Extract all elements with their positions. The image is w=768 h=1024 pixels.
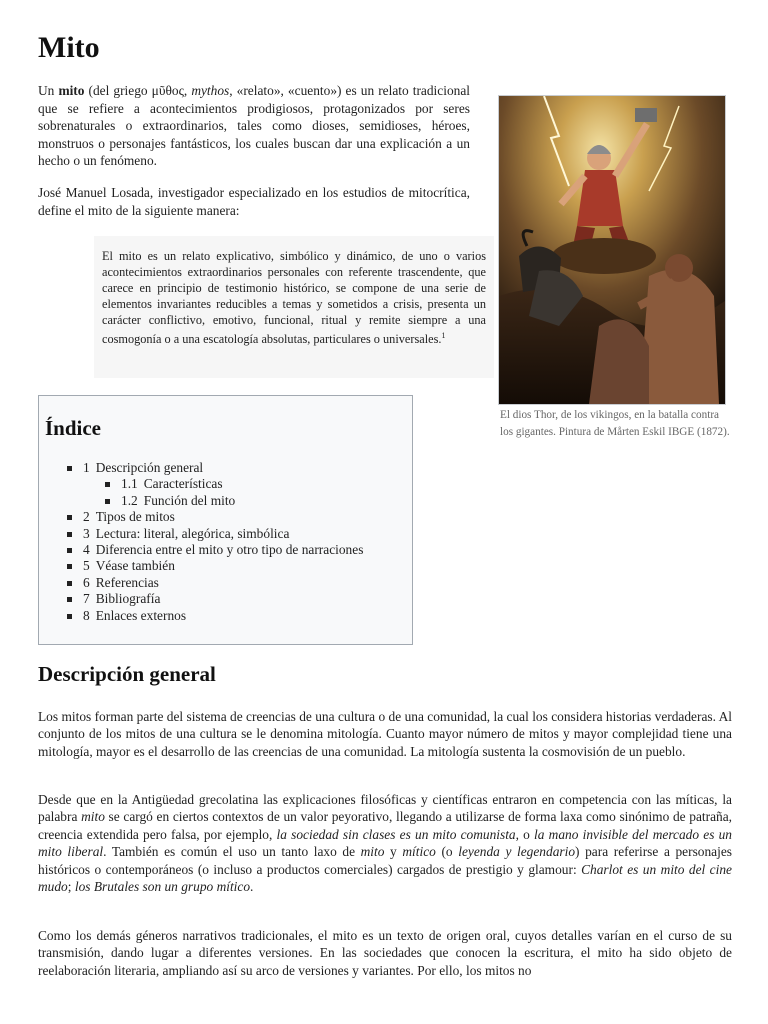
toc-label: Tipos de mitos — [95, 509, 175, 525]
thor-painting[interactable] — [498, 95, 726, 405]
para-text: (o — [435, 844, 459, 860]
toc-item-5[interactable] — [67, 558, 363, 574]
toc-label: Lectura: literal, alegórica, simbólica — [95, 525, 290, 541]
term-mythos: mythos — [191, 83, 230, 98]
intro-text: Un — [38, 83, 59, 98]
para-italic: los Brutales son un grupo mítico — [74, 879, 251, 895]
reference-link[interactable]: 1 — [441, 331, 446, 341]
toc-label: Véase también — [95, 558, 175, 574]
para-text: . — [250, 879, 254, 895]
toc-label: Características — [143, 476, 223, 492]
section-paragraph-3: Como los demás géneros narrativos tradicionales, el mito es un texto de origen oral, cuyos detalles varían en el curso de su transmisión, dando lugar a diferentes versiones. En las sociedades que conocen la escritura, el mito ha sido objeto de reelaboración literaria, ampliando así su arco de versiones y variantes. Por ello, los mitos no — [38, 928, 732, 978]
losada-paragraph: José Manuel Losada, investigador especializado en los estudios de mitocrítica, define el mito de la siguiente manera: — [38, 185, 470, 218]
para-text: ; — [67, 879, 75, 895]
toc-item-1-1[interactable] — [105, 476, 363, 492]
para-italic: mito — [360, 844, 385, 860]
toc-number: 1.2 — [121, 492, 138, 508]
toc-title: Índice — [45, 416, 102, 440]
blockquote — [94, 236, 494, 378]
toc-number: 1 — [83, 460, 90, 475]
para-italic: mítico — [402, 844, 436, 860]
quote-body: El mito es un relato explicativo, simbólico y dinámico, de uno o varios acontecimientos extraordinarios personales con referente trascendente, que carece en principio de testimonio histórico, se compone de una serie de elementos invariantes reducibles a temas y sometidos a crisis, presenta un carácter conflictivo, emotivo, funcional, ritual y remite siempre a una cosmogonía o a una escatología absolutas, particulares o universales. — [102, 249, 486, 347]
intro-paragraph — [38, 82, 470, 170]
term-mito: mito — [58, 83, 85, 98]
toc-item-4[interactable] — [67, 542, 363, 558]
toc-number: 3 — [83, 525, 90, 541]
para-text: y — [384, 844, 403, 860]
toc-number: 7 — [83, 591, 90, 607]
toc-item-3[interactable] — [67, 526, 363, 542]
page-title: Mito — [38, 31, 100, 64]
intro-text: , «relato», «cuento») es un relato tradicional que se refiere a acontecimientos prodigiosos, protagonizados por seres sobrenaturales o extraordinarios, tales como dioses, semidioses, héroes, monstruos o personajes fantásticos, los cuales buscan dar una explicación a un hecho o un fenómeno. — [38, 83, 471, 169]
toc-number: 6 — [83, 574, 90, 590]
para-text: . También es común el uso un tanto laxo de — [103, 844, 361, 860]
toc-number: 2 — [83, 509, 90, 525]
toc-item-8[interactable] — [67, 608, 363, 624]
para-italic: la mano invisible del mercado es un mito liberal — [38, 826, 732, 860]
toc-item-7[interactable] — [67, 591, 363, 607]
toc-label: Enlaces externos — [95, 607, 187, 623]
para-text: se cargó en ciertos contextos de un valor peyorativo, llegando a utilizarse de forma laxa como sinónimo de patraña, creencia extendida pero falsa, por ejemplo, — [38, 809, 733, 842]
para-italic: la sociedad sin clases es un mito comunista — [276, 826, 516, 842]
toc-item-1-2[interactable] — [105, 493, 363, 509]
table-of-contents — [38, 395, 413, 645]
toc-label: Diferencia entre el mito y otro tipo de narraciones — [95, 542, 364, 558]
section-heading: Descripción general — [38, 662, 216, 686]
toc-label: Función del mito — [143, 492, 236, 508]
toc-number: 4 — [83, 542, 90, 558]
toc-number: 8 — [83, 607, 90, 623]
toc-label: Bibliografía — [95, 591, 161, 607]
para-italic: leyenda y legendario — [458, 844, 576, 860]
para-text: ) para referirse a personajes históricos o contemporáneos (o incluso a productos comerciales) cargados de prestigio y glamour: — [38, 844, 733, 877]
intro-text: (del griego μῦθος, — [84, 83, 192, 98]
para-italic: mito — [81, 809, 105, 825]
para-text: Desde que en la Antigüedad grecolatina las explicaciones filosóficas y científicas entraron en competencia con las míticas, la palabra — [38, 792, 732, 825]
para-italic: Charlot es un mito del cine mudo — [38, 861, 732, 895]
toc-label: Referencias — [95, 574, 159, 590]
section-paragraph-2 — [38, 791, 732, 895]
figure-caption: El dios Thor, de los vikingos, en la batalla contra los gigantes. Pintura de Mårten Eskil IBGE (1872). — [500, 409, 730, 438]
painting-image — [499, 96, 725, 404]
toc-item-1[interactable] — [67, 460, 363, 476]
quote-text — [102, 248, 486, 348]
toc-item-2[interactable] — [67, 509, 363, 525]
toc-number: 1.1 — [121, 476, 138, 492]
toc-label: Descripción general — [95, 460, 204, 475]
section-paragraph-1: Los mitos forman parte del sistema de creencias de una cultura o de una comunidad, la cual los considera historias verdaderas. Al conjunto de los mitos de una cultura se le denomina mitología. Cuanto mayor número de mitos y mayor complejidad tiene una mitología, mayor es el desarrollo de las creencias de una comunidad. La mitología sustenta la cosmovisión de un pueblo. — [38, 709, 732, 759]
toc-item-6[interactable] — [67, 575, 363, 591]
toc-number: 5 — [83, 558, 90, 574]
para-text: , o — [515, 826, 535, 842]
toc-list — [67, 460, 363, 624]
